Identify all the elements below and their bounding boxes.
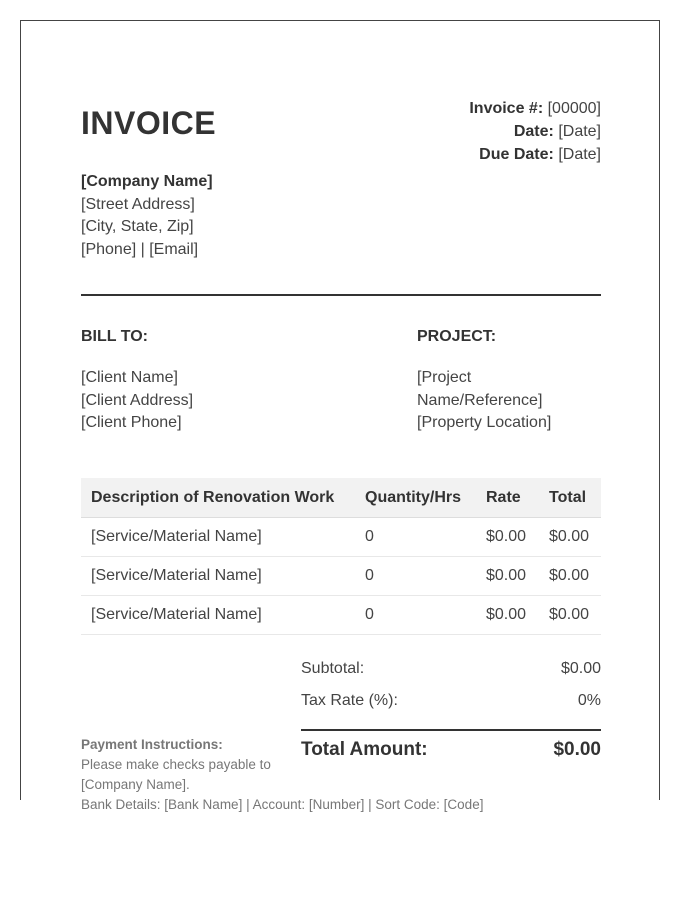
totals-divider xyxy=(301,729,601,731)
invoice-title: INVOICE xyxy=(81,105,217,141)
bill-to-heading: BILL TO: xyxy=(81,328,148,345)
cell-rate: $0.00 xyxy=(476,557,539,596)
project-heading: PROJECT: xyxy=(417,328,497,345)
invoice-meta xyxy=(469,97,601,166)
client-phone: [Client Phone] xyxy=(81,414,182,431)
company-contact: [Phone] | [Email] xyxy=(81,240,199,258)
company-name: [Company Name] xyxy=(81,173,213,190)
column-header-rate: Rate xyxy=(476,478,539,518)
cell-quantity: 0 xyxy=(355,518,476,557)
subtotal-row xyxy=(301,653,601,685)
tax-row xyxy=(301,685,601,717)
cell-description: [Service/Material Name] xyxy=(81,596,355,635)
cell-description: [Service/Material Name] xyxy=(81,518,355,557)
company-block xyxy=(81,171,213,261)
total-amount-row xyxy=(301,737,601,763)
subtotal-value: $0.00 xyxy=(560,660,601,677)
total-amount-value: $0.00 xyxy=(553,739,601,760)
table-row xyxy=(81,596,601,635)
invoice-date-row xyxy=(469,120,601,143)
cell-total: $0.00 xyxy=(539,557,601,596)
invoice-due-label: Due Date: xyxy=(479,146,554,163)
invoice-number-row xyxy=(469,97,601,120)
invoice-page xyxy=(20,20,660,812)
invoice-number-label: Invoice #: xyxy=(469,100,544,117)
tax-label: Tax Rate (%): xyxy=(301,692,398,709)
cell-total: $0.00 xyxy=(539,596,601,635)
company-street: [Street Address] xyxy=(81,195,195,213)
cell-quantity: 0 xyxy=(355,596,476,635)
cell-total: $0.00 xyxy=(539,518,601,557)
cell-rate: $0.00 xyxy=(476,518,539,557)
column-header-total: Total xyxy=(539,478,601,518)
tax-value: 0% xyxy=(577,692,601,709)
totals-block xyxy=(301,653,601,763)
cell-description: [Service/Material Name] xyxy=(81,557,355,596)
payment-bank-details: Bank Details: [Bank Name] | Account: [Number] | Sort Code: [Code] xyxy=(81,797,484,812)
client-address: [Client Address] xyxy=(81,391,194,409)
payment-payable-to: Please make checks payable to [Company Name]. xyxy=(81,757,271,792)
line-items-table xyxy=(81,478,601,635)
project-block xyxy=(417,327,601,435)
table-row xyxy=(81,557,601,596)
client-name: [Client Name] xyxy=(81,369,178,386)
invoice-date-label: Date: xyxy=(513,123,554,140)
cell-quantity: 0 xyxy=(355,557,476,596)
project-name: [Project Name/Reference] xyxy=(417,369,543,409)
subtotal-label: Subtotal: xyxy=(301,660,365,677)
table-row xyxy=(81,518,601,557)
payment-heading: Payment Instructions: xyxy=(81,737,223,752)
table-header-row xyxy=(81,478,601,518)
invoice-date-value: [Date] xyxy=(558,123,601,140)
invoice-due-row xyxy=(469,143,601,166)
bill-to-block xyxy=(81,327,193,435)
invoice-due-value: [Date] xyxy=(558,146,601,163)
invoice-number-value: [00000] xyxy=(547,100,601,117)
project-location: [Property Location] xyxy=(417,414,552,431)
total-amount-label: Total Amount: xyxy=(301,739,428,760)
cell-rate: $0.00 xyxy=(476,596,539,635)
company-city: [City, State, Zip] xyxy=(81,218,194,235)
column-header-quantity: Quantity/Hrs xyxy=(355,478,476,518)
column-header-description: Description of Renovation Work xyxy=(81,478,355,518)
header-divider xyxy=(81,294,601,296)
